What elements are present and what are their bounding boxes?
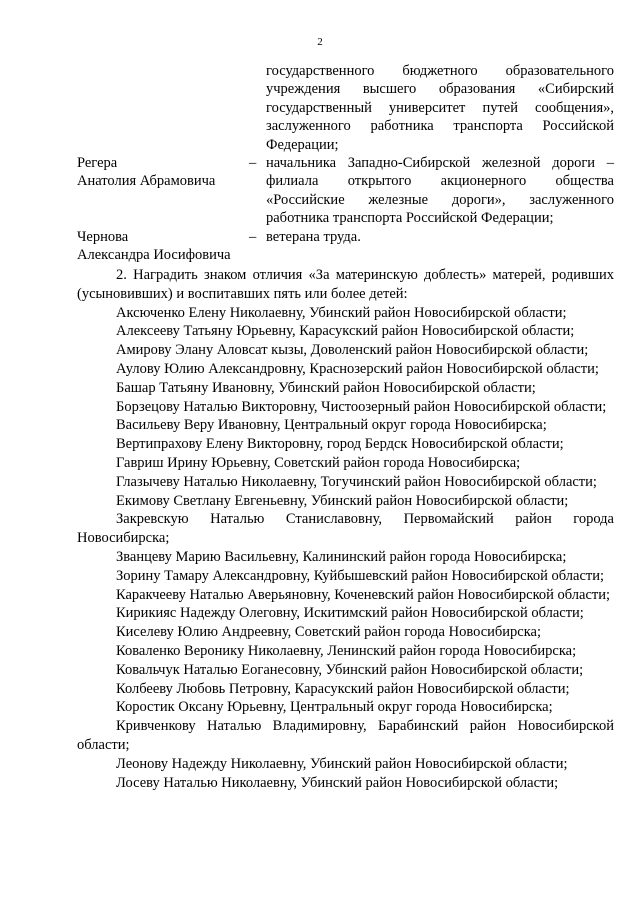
list-item: Амирову Элану Аловсат кызы, Доволенский район Новосибирской области; [116, 342, 589, 359]
list-item: Башар Татьяну Ивановну, Убинский район Новосибирской области; [116, 379, 536, 396]
list-item: Зорину Тамару Александровну, Куйбышевский район Новосибирской области; [116, 567, 605, 584]
list-item: Борзецову Наталью Викторовну, Чистоозерный район Новосибирской области; [116, 398, 607, 415]
list-item: Алексееву Татьяну Юрьевну, Карасукский район Новосибирской области; [116, 323, 575, 340]
awardee-surname: Чернова [77, 228, 129, 245]
continuation-line: государственный университет путей сообщения», [266, 99, 614, 116]
section-2 [77, 266, 614, 792]
list-item: Коваленко Веронику Николаевну, Ленинский район города Новосибирска; [116, 642, 577, 659]
continuation-line: государственного бюджетного образовательного [266, 63, 614, 79]
list-item: Кирикияс Надежду Олеговну, Искитимский район Новосибирской области; [116, 605, 584, 622]
entry-dash: – [249, 155, 257, 172]
section-2-intro: 2. Наградить знаком отличия «За материнскую доблесть» матерей, родивших (усыновивших) и воспитавших пять или более детей: [77, 267, 614, 302]
list-item: Гавриш Ирину Юрьевну, Советский район города Новосибирска; [116, 454, 521, 471]
awardee-name [77, 228, 249, 265]
list-item: Званцеву Марию Васильевну, Калининский район города Новосибирска; [116, 548, 567, 565]
awardee-surname: Регера [77, 155, 118, 172]
list-item: Коростик Оксану Юрьевну, Центральный округ города Новосибирска; [116, 699, 553, 716]
awardees-block [77, 62, 614, 264]
list-item: Кривченкову Наталью Владимировну, Барабинский район Новосибирской области; [77, 718, 614, 753]
page-number: 2 [317, 36, 323, 48]
list-item: Глазычеву Наталью Николаевну, Тогучинский район Новосибирской области; [116, 473, 597, 490]
previous-entry-continuation [266, 62, 614, 154]
awardee-entry [77, 154, 614, 228]
awardee-description: начальника Западно-Сибирской железной дороги – филиала открытого акционерного общества «Российские железные дороги», заслуженного работника транспорта Российской Федерации; [266, 155, 614, 227]
list-item: Каракчееву Наталью Аверьяновну, Коченевский район Новосибирской области; [116, 586, 611, 603]
list-item: Вертипрахову Елену Викторовну, город Бердск Новосибирской области; [116, 436, 564, 453]
continuation-line: учреждения высшего образования «Сибирский [266, 81, 614, 98]
awardee-given-names: Александра Иосифовича [77, 247, 231, 264]
list-item: Аксюченко Елену Николаевну, Убинский район Новосибирской области; [116, 304, 567, 321]
continuation-line: Федерации; [266, 136, 339, 153]
list-item: Екимову Светлану Евгеньевну, Убинский район Новосибирской области; [116, 492, 569, 509]
awardee-description: ветерана труда. [266, 228, 361, 245]
entry-dash: – [249, 228, 257, 245]
continuation-line: заслуженного работника транспорта Российской [266, 118, 614, 135]
list-item: Колбееву Любовь Петровну, Карасукский район Новосибирской области; [116, 680, 570, 697]
awardee-entry [77, 228, 614, 265]
list-item: Ковальчук Наталью Еоганесовну, Убинский район Новосибирской области; [116, 661, 584, 678]
awardee-given-names: Анатолия Абрамовича [77, 173, 216, 190]
mothers-list [77, 304, 614, 793]
awardee-name [77, 154, 249, 191]
list-item: Закревскую Наталью Станиславовну, Первомайский район города Новосибирска; [77, 511, 614, 547]
list-item: Киселеву Юлию Андреевну, Советский район города Новосибирска; [116, 624, 542, 641]
list-item: Леонову Надежду Николаевну, Убинский район Новосибирской области; [116, 755, 568, 772]
list-item: Лосеву Наталью Николаевну, Убинский район Новосибирской области; [116, 774, 559, 791]
list-item: Аулову Юлию Александровну, Краснозерский район Новосибирской области; [116, 360, 599, 377]
list-item: Васильеву Веру Ивановну, Центральный округ города Новосибирска; [116, 417, 547, 434]
